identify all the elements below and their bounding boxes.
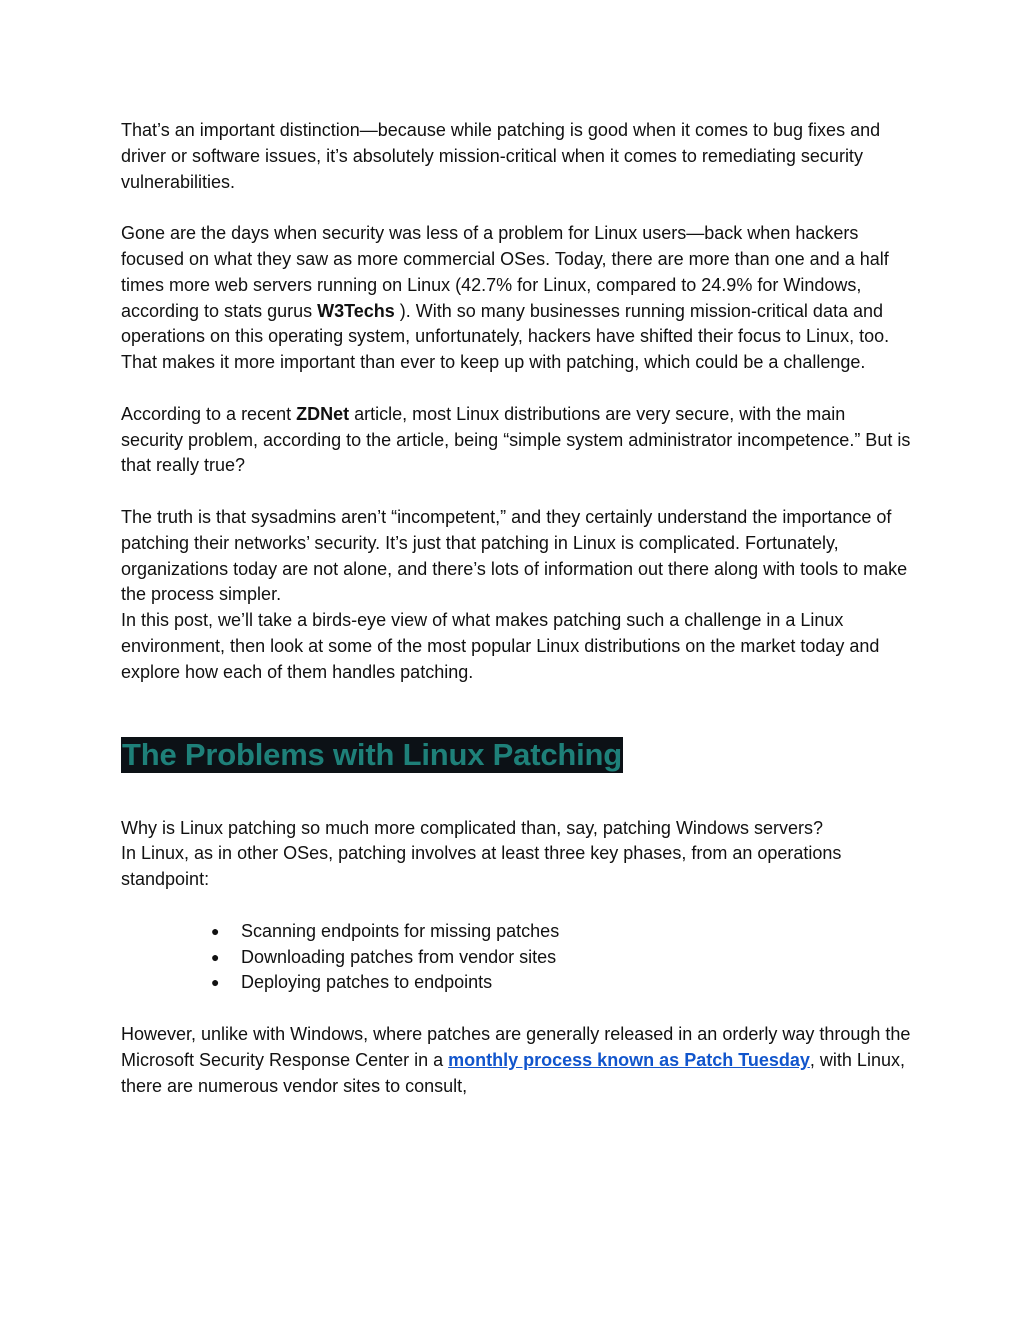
paragraph-gap bbox=[121, 195, 911, 221]
patch-tuesday-link[interactable]: monthly process known as Patch Tuesday bbox=[448, 1049, 810, 1070]
paragraph-text: ). With so many businesses running mission-critical data and operations on this operating system, unfortunately, hackers have shifted their focus to Linux, too. bbox=[121, 300, 890, 347]
phase-list bbox=[121, 919, 911, 996]
paragraph-text: According to a recent bbox=[121, 403, 297, 424]
list-item bbox=[211, 945, 911, 971]
paragraph-gap bbox=[121, 996, 911, 1022]
bullet-icon: ● bbox=[211, 974, 220, 991]
list-item-text: Downloading patches from vendor sites bbox=[241, 946, 557, 967]
paragraph-text: , with Linux, there are numerous vendor sites to consult, bbox=[121, 1049, 905, 1096]
paragraph-gone-are-the-days bbox=[121, 221, 911, 350]
section-heading-wrap bbox=[121, 737, 911, 790]
paragraph-more-important: That makes it more important than ever to keep up with patching, which could be a challenge. bbox=[121, 352, 866, 373]
paragraph-text: article, most Linux distributions are very secure, with the main security problem, according to the article, being “simple system administrator incompetence.” But is that really true? bbox=[121, 403, 911, 476]
paragraph-gap bbox=[121, 893, 911, 919]
bold-source-zdnet: ZDNet bbox=[296, 403, 350, 424]
paragraph-text: Gone are the days when security was less of a problem for Linux users—back when hackers focused on what they saw as more commercial OSes. Today, there are more than one and a half times more web servers running on Linux (42.7% for Linux, compared to 24.9% for Windows, according to stats gurus bbox=[121, 223, 889, 321]
bold-source-w3techs: W3Techs bbox=[317, 300, 395, 321]
paragraph-distinction: That’s an important distinction—because while patching is good when it comes to bug fixes and driver or software issues, it’s absolutely mission-critical when it comes to remediating security vulnerabilities. bbox=[121, 120, 881, 192]
document-page bbox=[121, 118, 911, 1099]
paragraph-truth: The truth is that sysadmins aren’t “incompetent,” and they certainly understand the importance of patching their networks’ security. It’s just that patching in Linux is complicated. Fortunately, organizations today are not alone, and there’s lots of information out there along with tools to make the process simpler. bbox=[121, 506, 908, 605]
paragraph-text: However, unlike with Windows, where patches are generally released in an orderly way through the Microsoft Security Response Center in a bbox=[121, 1023, 911, 1070]
paragraph-gap bbox=[121, 376, 911, 402]
list-item-text: Scanning endpoints for missing patches bbox=[241, 920, 560, 941]
paragraph-gap bbox=[121, 479, 911, 505]
section-heading: The Problems with Linux Patching bbox=[122, 736, 622, 772]
bullet-icon: ● bbox=[211, 922, 220, 939]
list-item-text: Deploying patches to endpoints bbox=[241, 972, 493, 993]
list-item bbox=[211, 919, 911, 945]
paragraph-why-complicated: Why is Linux patching so much more complicated than, say, patching Windows servers? bbox=[121, 817, 823, 838]
paragraph-zdnet bbox=[121, 402, 911, 479]
paragraph-unlike-windows bbox=[121, 1022, 911, 1099]
paragraph-three-phases: In Linux, as in other OSes, patching involves at least three key phases, from an operations standpoint: bbox=[121, 843, 842, 890]
list-item bbox=[211, 970, 911, 996]
bullet-icon: ● bbox=[211, 948, 220, 965]
paragraph-in-this-post: In this post, we’ll take a birds-eye view of what makes patching such a challenge in a Linux environment, then look at some of the most popular Linux distributions on the market today and explore how each of them handles patching. bbox=[121, 610, 880, 682]
